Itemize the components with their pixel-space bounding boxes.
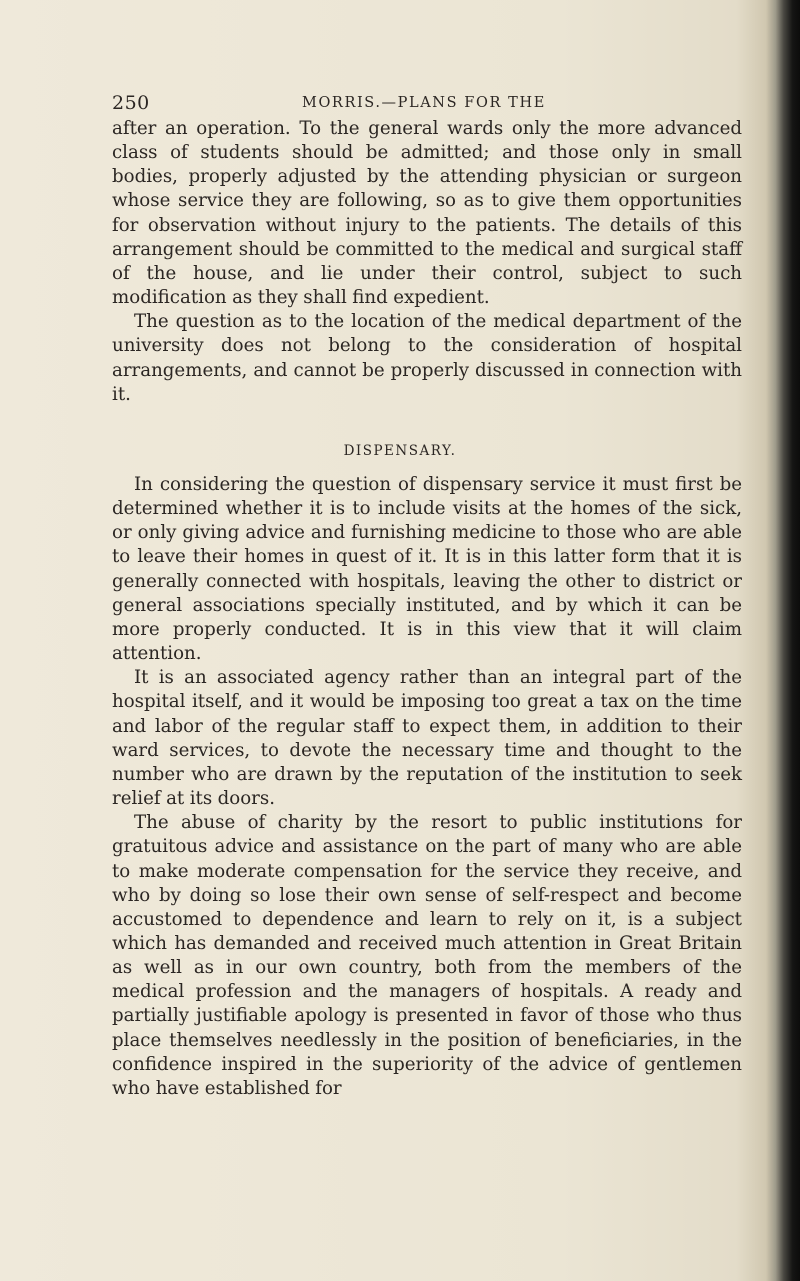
section-heading: DISPENSARY.: [343, 443, 457, 459]
running-head: MORRIS.—PLANS FOR THE: [302, 95, 546, 111]
page-binding-edge: [766, 0, 800, 1281]
text-block-after: [112, 473, 742, 1101]
page-number: 250: [112, 92, 150, 114]
paragraph: The question as to the location of the medical department of the university does not belong to the consideration of hospital arrangements, and cannot be properly discussed in connection with it.: [112, 311, 742, 405]
paragraph: The abuse of charity by the resort to public institutions for gratuitous advice and assistance on the part of many who are able to make moderate compensation for the service they receive, and who by doing so lose their own sense of self-respect and become accustomed to dependence and learn to rely on it, is a subject which has demanded and received much attention in Great Britain as well as in our own country, both from the members of the medical profession and the managers of hospitals. A ready and partially justifiable apology is presented in favor of those who thus place themselves needlessly in the position of beneficiaries, in the confidence inspired in the superiority of the advice of gentlemen who have established for: [112, 812, 742, 1099]
text-block-before: [112, 117, 742, 407]
paragraph: In considering the question of dispensary service it must first be determined whether it is to include visits at the homes of the sick, or only giving advice and furnishing medicine to those who are able to leave their homes in quest of it. It is in this latter form that it is generally connected with hospitals, leaving the other to district or general associations specially instituted, and by which it can be more properly conducted. It is in this view that it will claim attention.: [112, 474, 742, 665]
paragraph: after an operation. To the general wards only the more advanced class of students should be admitted; and those only in small bodies, properly adjusted by the attending physician or surgeon whose service they are following, so as to give them opportunities for observation without injury to the patients. The details of this arrangement should be committed to the medical and surgical staff of the house, and lie under their control, subject to such modification as they shall find expedient.: [112, 118, 742, 309]
page-header: [112, 92, 742, 114]
paragraph: It is an associated agency rather than an integral part of the hospital itself, and it would be imposing too great a tax on the time and labor of the regular staff to expect them, in addition to their ward services, to devote the necessary time and thought to the number who are drawn by the reputation of the institution to seek relief at its doors.: [112, 667, 742, 810]
